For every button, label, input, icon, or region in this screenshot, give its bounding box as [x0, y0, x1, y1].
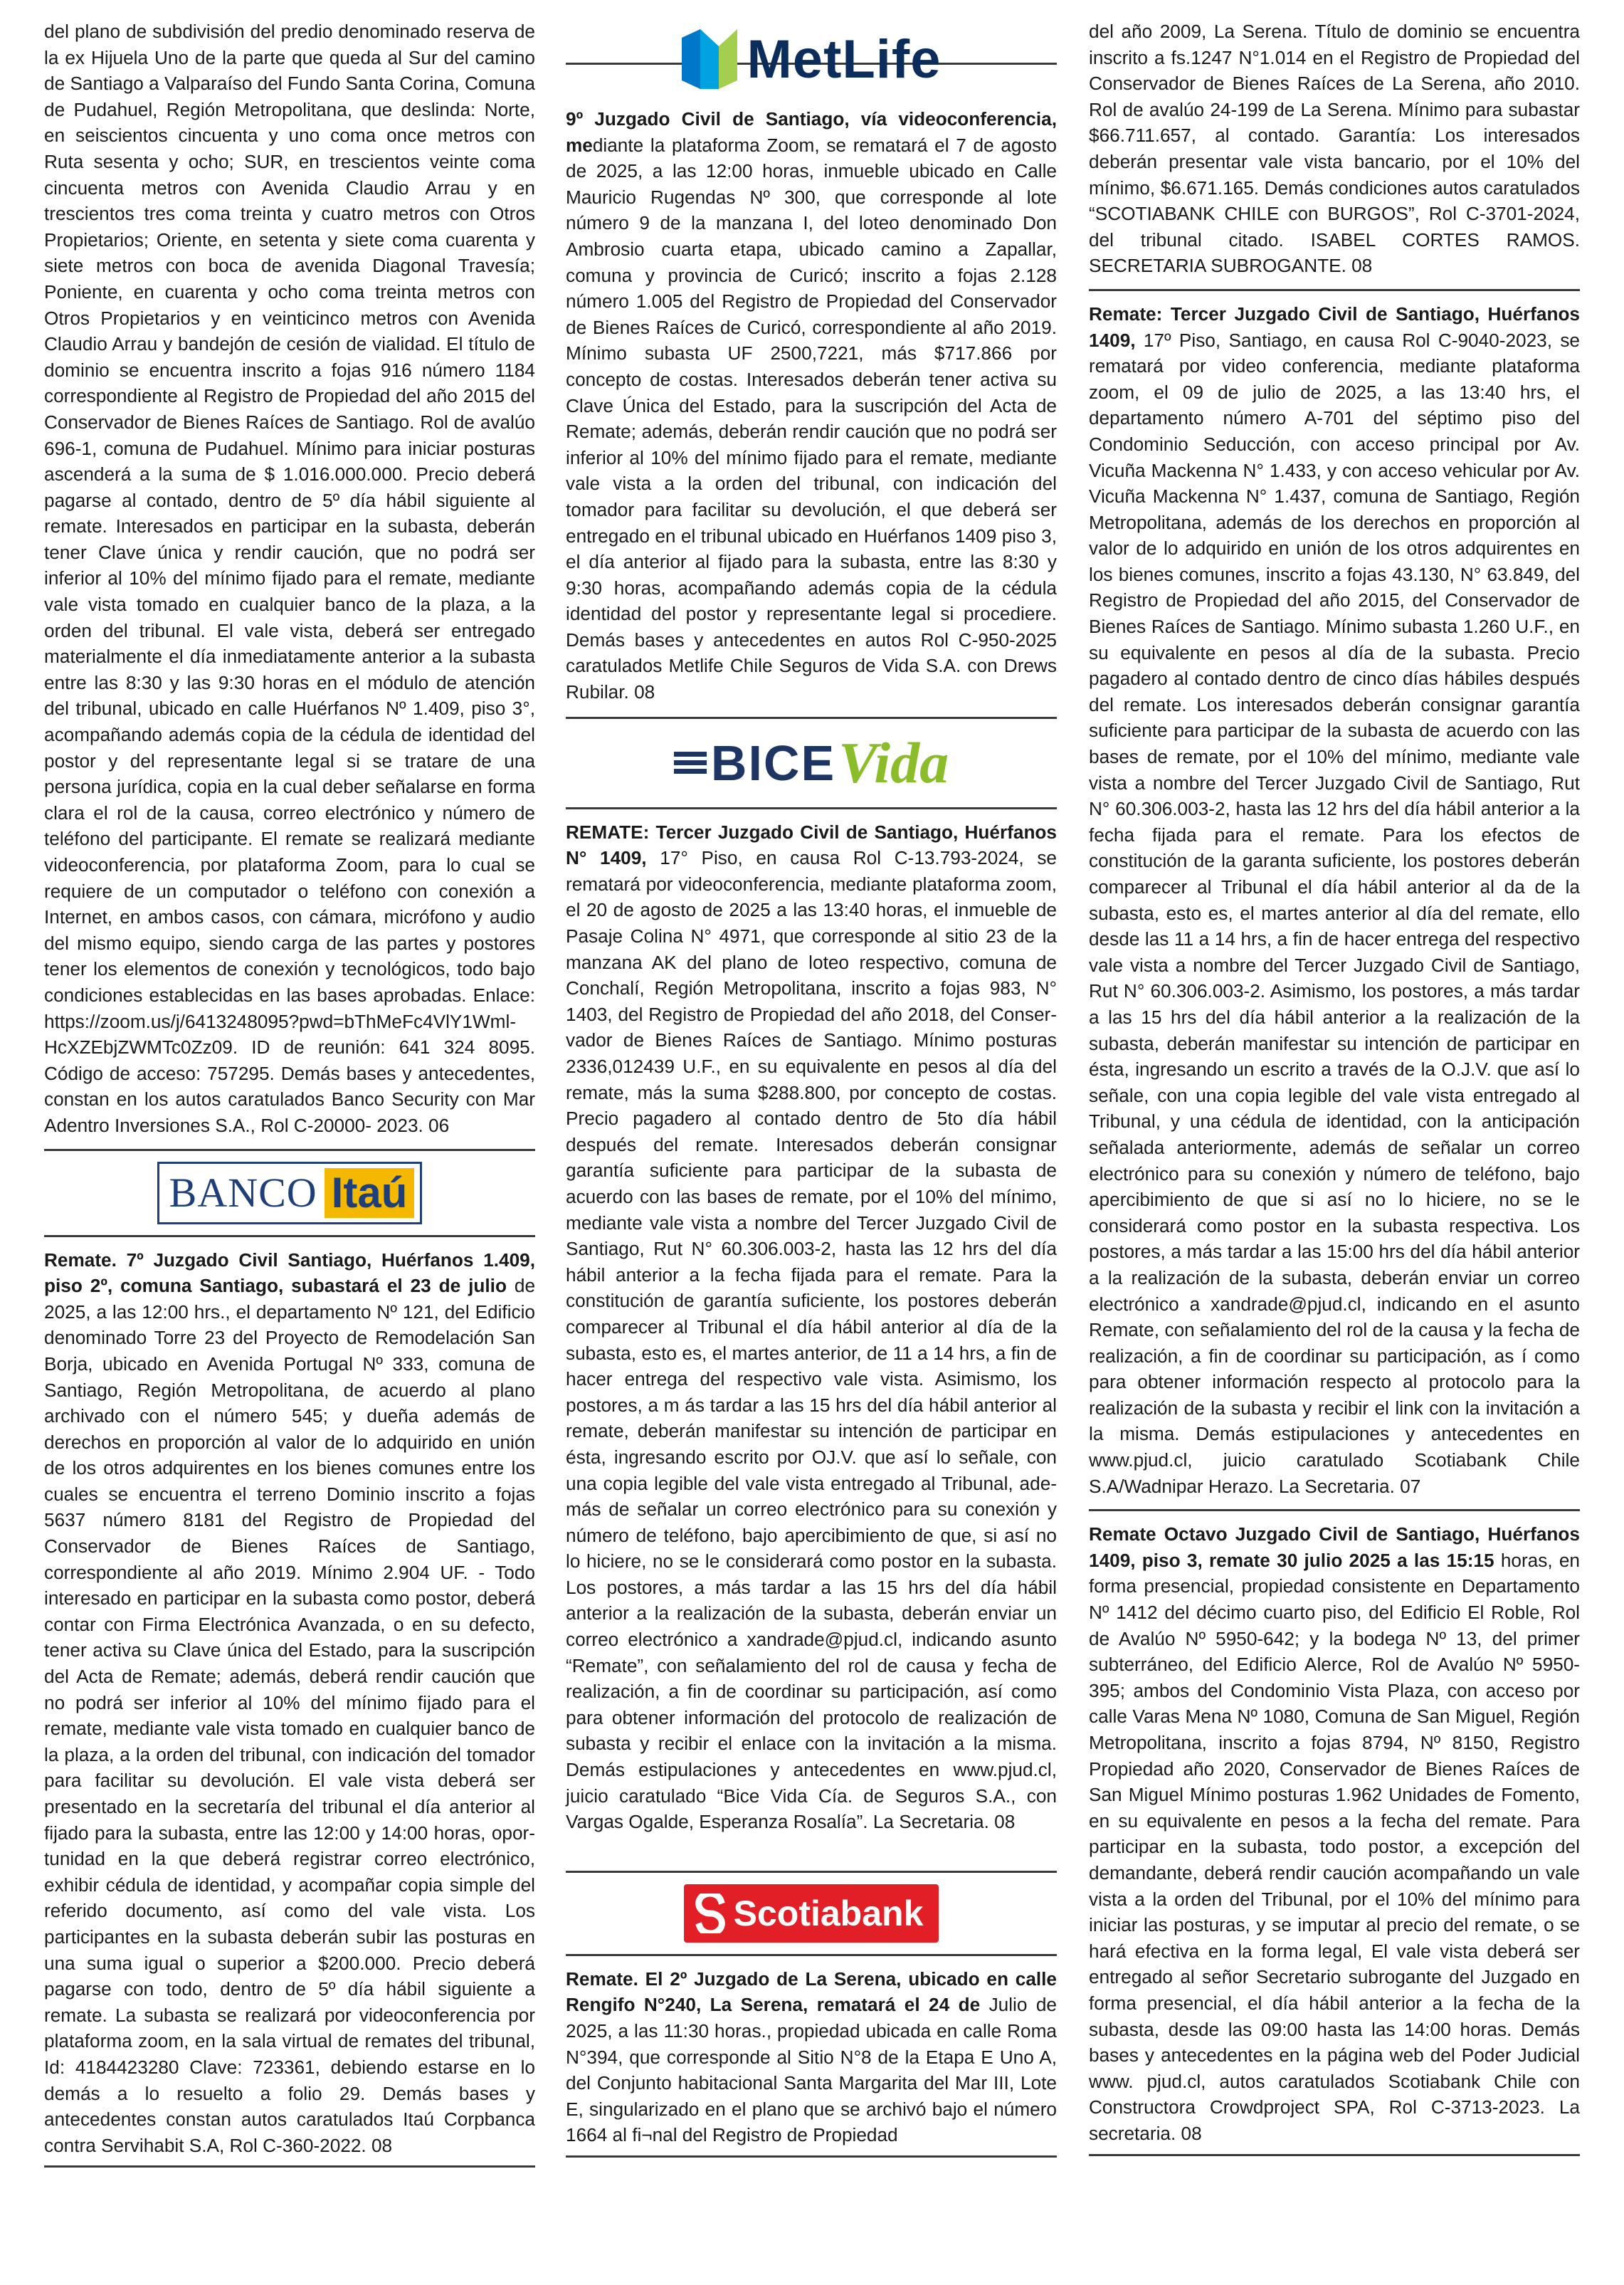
notice-metlife — [566, 106, 1057, 705]
itau-logo — [44, 1151, 535, 1235]
notice-itau-body: de 2025, a las 12:00 hrs., el departamento Nº 121, del Edificio denominado Torre 23 del Proyecto de Remodelación San Borja, ubicado en Avenida Portugal Nº 333, comuna de Santiago, Región Metropolitana, de acuerdo al plano archivado con el número 545; y dueña además de derechos en proporción al valor de lo adquirido en unión de los otros adquirentes en los bienes comunes entre los cuales se encuentra el terreno Dominio inscrito a fojas 5637 número 8181 del Registro de Propiedad del Conservador de Bienes Raíces de Santiago, correspondiente al año 2019. Mínimo 2.904 UF. - Todo interesado en participar en la subasta como postor, deberá contar con Firma Electrónica Avanzada, o en su defecto, tener activa su Clave única del Estado, para la suscripción del Acta de Remate; además, deberá rendir caución que no podrá ser inferior al 10% del mínimo fijado para el remate, mediante vale vista tomado en cualquier banco de la plaza, a la orden del tribunal, con indicación del tomador para facilitar su devolución. El vale vista deberá ser presentado en la secretaría del tribunal el día anterior al fijado para la subasta, entre las 12:00 y 14:00 horas, oportunidad en la que deberá registrar correo electrónico, exhibir cédula de identidad, y acompañar copia simple del referido documento, así como del vale vista. Los participantes en la subasta deberán subir las posturas en una suma igual o superior a $200.000. Precio deberá pagarse con todo, dentro de 5º día hábil siguiente a remate. La subasta se realizará por videoconferencia por plataforma zoom, en la sala virtual de remates del tribunal, Id: 4184423280 Clave: 723361, debiendo estarse en lo demás a lo resuelto a folio 29. Demás bases y antecedentes constan autos caratulados Itaú Corpbanca contra Servihabit S.A, Rol C-360-2022. 08 — [44, 1275, 536, 2156]
notice-bice — [566, 819, 1057, 1835]
notice-tercer-juzgado-heading: Remate: Tercer Juzgado Civil de Santiago, Huérfanos 1409, — [1089, 303, 1580, 351]
notice-bice-body: 17° Piso, en causa Rol C-13.793-2024, se rematará por videoconferencia, mediante plataforma zoom, el 20 de agosto de 2025 a las 13:40 horas, el inmueble de Pasaje Colina N° 4971, que corresponde al sitio 23 de la manzana AK del plano de loteo respectivo, comuna de Conchalí, Región Metropolitana, inscrito a fojas 983, N° 1403, del Registro de Propiedad del año 2018, del Conservador de Bienes Raíces de Santiago. Mínimo posturas 2336,012439 U.F., en su equivalente en pesos al día del remate, más la suma $288.800, por concepto de costas. Precio pagadero al contado dentro de 5to día hábil después del remate. Interesados deberán consignar garantía suficiente para participar de la subasta de acuerdo con las bases de remate, por el 10% del mínimo, mediante vale vista a nombre del Tercer Juzgado Civil de Santiago, Rut N° 60.306.003-2, hasta las 12 hrs del día hábil anterior a la fecha fijada para el remate. Para la constitución de garantía suficiente, los postores deberán comparecer al Tribunal el día hábil anterior al día de la subasta, esto es, el martes anterior, de 11 a 14 hrs, a fin de hacer entrega del respectivo vale vista. Asimismo, los postores, a m ás tardar a las 15 hrs del día hábil anterior al remate, deberán manifestar su intención de participar en ésta, ingresando escrito por OJ.V. que así lo señale, con una copia legible del vale vista entregado al Tribunal, además de señalar un correo electrónico para su conexión y número de teléfono, bajo apercibimiento de que, si así no lo hiciere, no se le considerará como postor en la subasta. Los postores, a más tardar a las 15 hrs del día hábil anterior a la realización de la subasta, deberán enviar un correo electrónico a xandrade@pjud.cl, indicando asunto “Remate”, con señalamiento del rol de causa y fecha de realización, a fin de coordinar su participación, así como para obtener información del protocolo de realización de subasta y recibir el enlace con la invitación a la misma. Demás estipulaciones y antecedentes en www.pjud.cl, juicio caratulado “Bice Vida Cía. de Seguros S.A., con Vargas Ogalde, Esperanza Rosalía”. La Secretaria. 08 — [566, 847, 1057, 1833]
column-2 — [566, 21, 1057, 2158]
notice-scotia-serena — [566, 1966, 1057, 2148]
notice-octavo-juzgado-heading: Remate Octavo Juzgado Civil de Santiago, Huérfanos 1409, piso 3, remate 30 julio 2025 a las 15:15 — [1089, 1523, 1580, 1571]
scotiabank-logo — [566, 1873, 1057, 1954]
metlife-logo-icon — [682, 29, 737, 89]
column-1 — [44, 21, 535, 2168]
bice-bars-icon — [674, 752, 707, 774]
divider — [566, 2155, 1057, 2158]
itau-logo-box — [157, 1162, 423, 1224]
notice-security-body: del plano de subdivisión del predio denominado reserva de la ex Hijuela Uno de la parte que queda al Sur del camino de Santiago a Valparaíso del Fundo Santa Corina, Comuna de Pudahuel, Región Metropolitana, que deslinda: Norte, en seiscientos cincuenta y uno coma once metros con Ruta sesenta y ocho; SUR, en trescientos veinte coma cincuenta metros con Avenida Claudio Arrau y en trescientos tres coma treinta y cuatro metros con Otros Propietarios; Oriente, en setenta y siete coma cuarenta y siete metros con boca de avenida Diagonal Travesía; Poniente, en cuarenta y ocho coma treinta metros con Otros Propietarios y en veinticinco metros con Avenida Claudio Arrau y bandejón de cesión de vialidad. El título de dominio se encuentra inscrito a fojas 916 número 1184 correspondiente al Registro de Propiedad del año 2015 del Conservador de Bienes Raíces de Santiago. Rol de avalúo 696-1, comuna de Pudahuel. Mínimo para iniciar posturas ascenderá a la suma de $ 1.016.000.000. Precio deberá pagarse al contado, dentro de 5º día hábil siguiente al remate. Interesados en participar en la subasta, deberán tener Clave única y rendir caución, que no podrá ser inferior al 10% del mínimo fijado para el remate, mediante vale vista tomado en cualquier banco de la plaza, a la orden del tribunal. El vale vista, deberá ser entregado materialmente el día inmediatamente anterior a la subasta entre las 8:30 y las 9:30 horas en el módulo de atención del tribunal, ubicado en calle Huérfanos Nº 1.409, piso 3°, acompañando además copia de la cédula de identidad del postor y del representante legal si se tratare de una persona jurídica, copia en la cual deber señalarse en forma clara el rol de la causa, correo electrónico y número de teléfono del participante. El remate se realizará mediante videoconferencia, por plataforma Zoom, para lo cual se requiere de un computador o teléfono con conexión a Internet, en ambos casos, con cámara, micrófono y audio del mismo equipo, siendo carga de las partes y postores tener los elementos de conexión y tecnológicos, todo bajo condiciones establecidas en las bases aprobadas. Enlace: https://zoom.us/j/6413248095?pwd=bThMeFc4VlY1WmlHcXZEbjZWMTc0Zz09. ID de reunión: 641 324 8095. Código de acceso: 757295. Demás bases y antecedentes, constan en los autos caratulados Banco Security con Mar Adentro Inversiones S.A., Rol C-20000- 2023. 06 — [44, 21, 535, 1136]
notice-metlife-heading: 9º Juzgado Civil de Santiago, vía videoconferencia, me — [566, 108, 1057, 156]
divider — [44, 2165, 535, 2168]
notice-scotia-serena-body: Julio de 2025, a las 11:30 horas., propiedad ubicada en calle Roma N°394, que corresponde al Sitio N°8 de la Etapa E Uno A, del Conjunto habitacional Santa Margarita del Mar III, Lote E, singularizado en el plano que se archivó bajo el número 1664 al fi¬nal del Registro de Propiedad — [566, 1994, 1057, 2146]
notice-itau — [44, 1247, 535, 2159]
divider — [566, 807, 1057, 809]
vida-logo-word: Vida — [838, 730, 949, 795]
bice-logo-word: BICE — [710, 735, 836, 791]
divider — [44, 1235, 535, 1237]
notice-tercer-juzgado-body: 17º Piso, Santiago, en causa Rol C-9040-2023, se rematará por video conferencia, mediante plataforma zoom, el 09 de julio de 2025, a las 13:40 hrs, el departamento número A-701 del séptimo piso del Condominio Seducción, con acceso principal por Av. Vicuña Mackenna N° 1.433, y con acceso vehicular por Av. Vicuña Mackenna N° 1.437, comuna de Santiago, Región Metropolitana, además de los derechos en proporción al valor de lo adquirido en unión de los otros adquirentes en los bienes comunes, inscrito a fojas 43.130, N° 63.849, del Registro de Propiedad del año 2015, del Conservador de Bienes Raíces de Santiago. Mínimo subasta 1.260 U.F., en su equivalente en pesos al día de la subasta. Precio pagadero al contado dentro de cinco días hábiles después del remate. Los interesados deberán consignar garantía suficiente para participar de la subasta de acuerdo con las bases de remate, por el 10% del mínimo, mediante vale vista a nombre del Tercer Juzgado Civil de Santiago, Rut N° 60.306.003-2, hasta las 12 hrs del día hábil anterior a la fecha fijada para el remate. Para los efectos de constitución de la garanta suficiente, los postores deberán comparecer al Tribunal el día hábil anterior al da de la subasta, esto es, el martes anterior al día del remate, ello desde las 11 a 14 hrs, a fin de hacer entrega del respectivo vale vista a nombre del Tercer Juzgado Civil de Santiago, Rut N° 60.306.003-2. Asimismo, los postores, a más tardar a las 15 hrs del día hábil anterior a la realización de la subasta, deberán manifestar su intención de participar en ésta, ingresando un escrito a través de la O.J.V. que así lo señale, con una copia legible del vale vista entregado al Tribunal, y una cédula de identidad, con la anticipación señalada anteriormente, además de señalar un correo electrónico para su conexión y número de teléfono, bajo apercibimiento de que si así no lo hiciere, no se le considerará como postor en la subasta respectiva. Los postores, a más tardar a las 15:00 hrs del día hábil anterior a la realización de la subasta, deberán enviar un correo electrónico a xandrade@pjud.cl, indicando en el asunto Remate, con señalamiento del rol de la causa y la fecha de realización, a fin de coordinar su participación, as í como para obtener información respecto al protocolo para la realización de la subasta y recibir el link con la invitación a la misma. Demás estipulaciones y antecedentes en www.pjud.cl, juicio caratulado Scotiabank Chile S.A/Wadnipar Herazo. La Secretaria. 07 — [1089, 329, 1580, 1497]
metlife-logo-wordmark: MetLife — [747, 28, 942, 90]
divider — [1089, 289, 1580, 291]
notice-scotia-serena-heading: Remate. El 2º Juzgado de La Serena, ubicado en calle Rengifo N°240, La Serena, rematará el 24 de — [566, 1968, 1057, 2016]
notice-octavo-juzgado — [1089, 1521, 1580, 2146]
column-3 — [1089, 21, 1580, 2156]
metlife-logo — [566, 16, 1057, 102]
scotiabank-s-icon — [694, 1893, 727, 1933]
scotiabank-logo-box — [684, 1884, 939, 1943]
notice-bice-heading: REMATE: Tercer Juzgado Civil de Santiago, Huérfanos N° 1409, — [566, 821, 1057, 869]
divider — [1089, 1509, 1580, 1511]
scotiabank-logo-wordmark: Scotiabank — [733, 1893, 924, 1933]
bice-vida-logo — [566, 719, 1057, 807]
itau-logo-word-banco: BANCO — [169, 1170, 317, 1217]
itau-logo-word-itau: Itaú — [325, 1168, 415, 1218]
notice-metlife-body: diante la plataforma Zoom, se rematará el 7 de agosto de 2025, a las 12:00 horas, inmueble ubicado en Calle Mauricio Rugendas Nº 300, que corresponde al lote número 9 de la manzana I, del loteo denominado Don Ambrosio cuarta etapa, ubicado camino a Zapallar, comuna y provincia de Curicó; inscrito a fojas 2.128 número 1.005 del Registro de Propiedad del Conservador de Bienes Raíces de Curicó, correspondiente al año 2019. Mínimo subasta UF 2500,7221, más $717.866 por concepto de costas. Interesados deberán tener activa su Clave Única del Estado, para la suscripción del Acta de Remate; además, deberán rendir caución que no podrá ser inferior al 10% del mínimo fijado para el remate, mediante vale vista a la orden del tribunal, con indicación del tomador para facilitar su devolución, el que deberá ser entregado en el tribunal ubicado en Huérfanos 1409 piso 3, el día anterior al fijado para la subasta, entre las 8:30 y 9:30 horas, acompañando además copia de la cédula identidad del postor y representante legal si procediere. Demás bases y antecedentes en autos Rol C-950-2025 caratulados Metlife Chile Seguros de Vida S.A. con Drews Rubilar. 08 — [566, 134, 1057, 703]
notice-scotia-serena-continued: del año 2009, La Serena. Título de dominio se encuentra inscrito a fs.1247 N°1.014 en el Registro de Propiedad del Conservador de Bienes Raíces de La Serena, año 2010. Rol de avalúo 24-199 de La Serena. Mínimo para subastar $66.711.657, al contado. Garantía: Los interesados deberán presentar vale vista bancario, por el 10% del mínimo, $6.671.165. Demás condiciones autos caratulados “SCOTIABANK CHILE con BURGOS”, Rol C-3701-2024, del tribunal citado. ISABEL CORTES RAMOS. SECRETARIA SUBROGANTE. 08 — [1089, 21, 1580, 277]
divider — [566, 1954, 1057, 1956]
divider — [1089, 2154, 1580, 2156]
notice-itau-heading: Remate. 7º Juzgado Civil Santiago, Huérfanos 1.409, piso 2º, comuna Santiago, subastará el 23 de julio — [44, 1249, 535, 1297]
notice-tercer-juzgado — [1089, 301, 1580, 1499]
notice-octavo-juzgado-body: horas, en forma presencial, propiedad consistente en Departamento Nº 1412 del décimo cuarto piso, del Edificio El Roble, Rol de Avalúo Nº 5950-642; y la bodega Nº 13, del primer subterráneo, del Edificio Alerce, Rol de Avalúo Nº 5950-395; ambos del Condominio Vista Plaza, con acceso por calle Varas Mena Nº 1080, Comuna de San Miguel, Región Metropolitana, inscrito a fojas 8794, Nº 8150, Registro Propiedad año 2020, Conservador de Bienes Raíces de San Miguel Mínimo posturas 1.962 Unidades de Fomento, en su equivalente en pesos a la fecha del remate. Para participar en la subasta, todo postor, a excepción del demandante, deberá rendir caución acompañando un vale vista a la orden del Tribunal, por el 10% del mínimo para iniciar las posturas, y se imputar al precio del remate, o se hará efectiva en la forma legal, El vale vista deberá ser entregado al señor Secretario subrogante del Juzgado en forma presencial, el día hábil anterior a la fecha de la subasta, desde las 09:00 hasta las 14:00 horas. Demás bases y antecedentes en la página web del Poder Judicial www. pjud.cl, autos caratulados Scotiabank Chile con Constructora Crowdproject SPA, Rol C-3713-2023. La secretaria. 08 — [1089, 1549, 1580, 2144]
